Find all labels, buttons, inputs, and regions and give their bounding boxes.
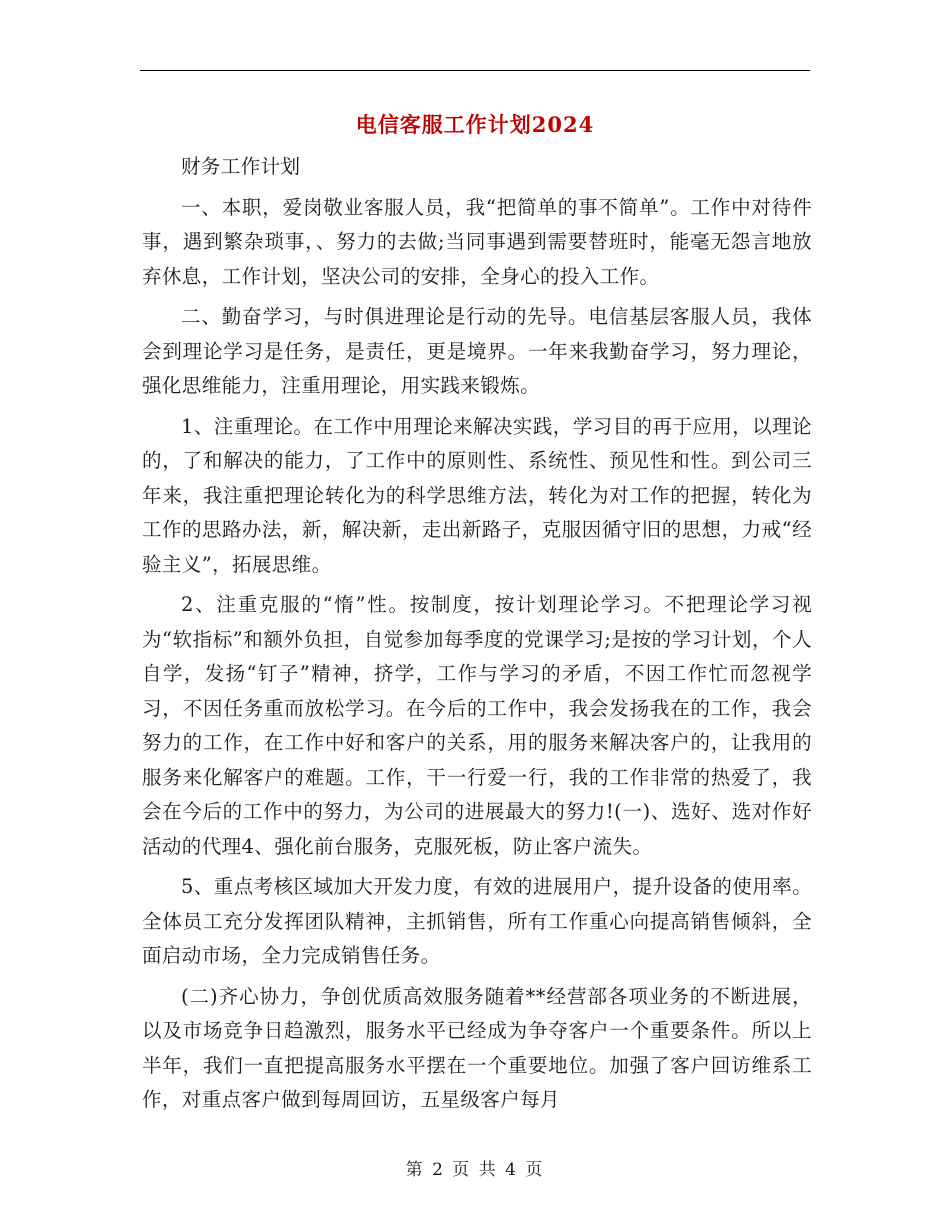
paragraph-3: 1、注重理论。在工作中用理论来解决实践，学习目的再于应用，以理论的，了和解决的能力，了工作中的原则性、系统性、预见性和性。到公司三年来，我注重把理论转化为的科学思维方法，转化为对工作的把握，转化为工作的思路办法，新，解决新，走出新路子，克服因循守旧的思想，力戒“经验主义”，拓展思维。	[142, 414, 812, 576]
document-body	[142, 150, 812, 1124]
document-title: 电信客服工作计划2024	[355, 112, 595, 137]
paragraph-5: 5、重点考核区域加大开发力度，有效的进展用户，提升设备的使用率。全体员工充分发挥团队精神，主抓销售，所有工作重心向提高销售倾斜，全面启动市场，全力完成销售任务。	[142, 875, 812, 967]
paragraph-2: 二、勤奋学习，与时俱进理论是行动的先导。电信基层客服人员，我体会到理论学习是任务，是责任，更是境界。一年来我勤奋学习，努力理论，强化思维能力，注重用理论，用实践来锻炼。	[142, 305, 812, 397]
paragraph-6: (二)齐心协力，争创优质高效服务随着**经营部各项业务的不断进展，以及市场竞争日趋激烈，服务水平已经成为争夺客户一个重要条件。所以上半年，我们一直把提高服务水平摆在一个重要地位。加强了客户回访维系工作，对重点客户做到每周回访，五星级客户每月	[142, 984, 812, 1111]
paragraph-4: 2、注重克服的“惰”性。按制度，按计划理论学习。不把理论学习视为“软指标”和额外负担，自觉参加每季度的党课学习;是按的学习计划，个人自学，发扬“钉子”精神，挤学，工作与学习的矛盾，不因工作忙而忽视学习，不因任务重而放松学习。在今后的工作中，我会发扬我在的工作，我会努力的工作，在工作中好和客户的关系，用的服务来解决客户的，让我用的服务来化解客户的难题。工作，干一行爱一行，我的工作非常的热爱了，我会在今后的工作中的努力，为公司的进展最大的努力!(一)、选好、选对作好活动的代理4、强化前台服务，克服死板，防止客户流失。	[142, 593, 812, 858]
page-number-footer: 第 2 页 共 4 页	[405, 1160, 545, 1180]
paragraph-section-heading: 财务工作计划	[181, 155, 301, 178]
header-rule	[140, 70, 810, 71]
paragraph-1: 一、本职，爱岗敬业客服人员，我“把简单的事不简单”。工作中对待件事，遇到繁杂琐事，、努力的去做;当同事遇到需要替班时，能毫无怨言地放弃休息，工作计划，坚决公司的安排，全身心的投入工作。	[142, 195, 812, 288]
